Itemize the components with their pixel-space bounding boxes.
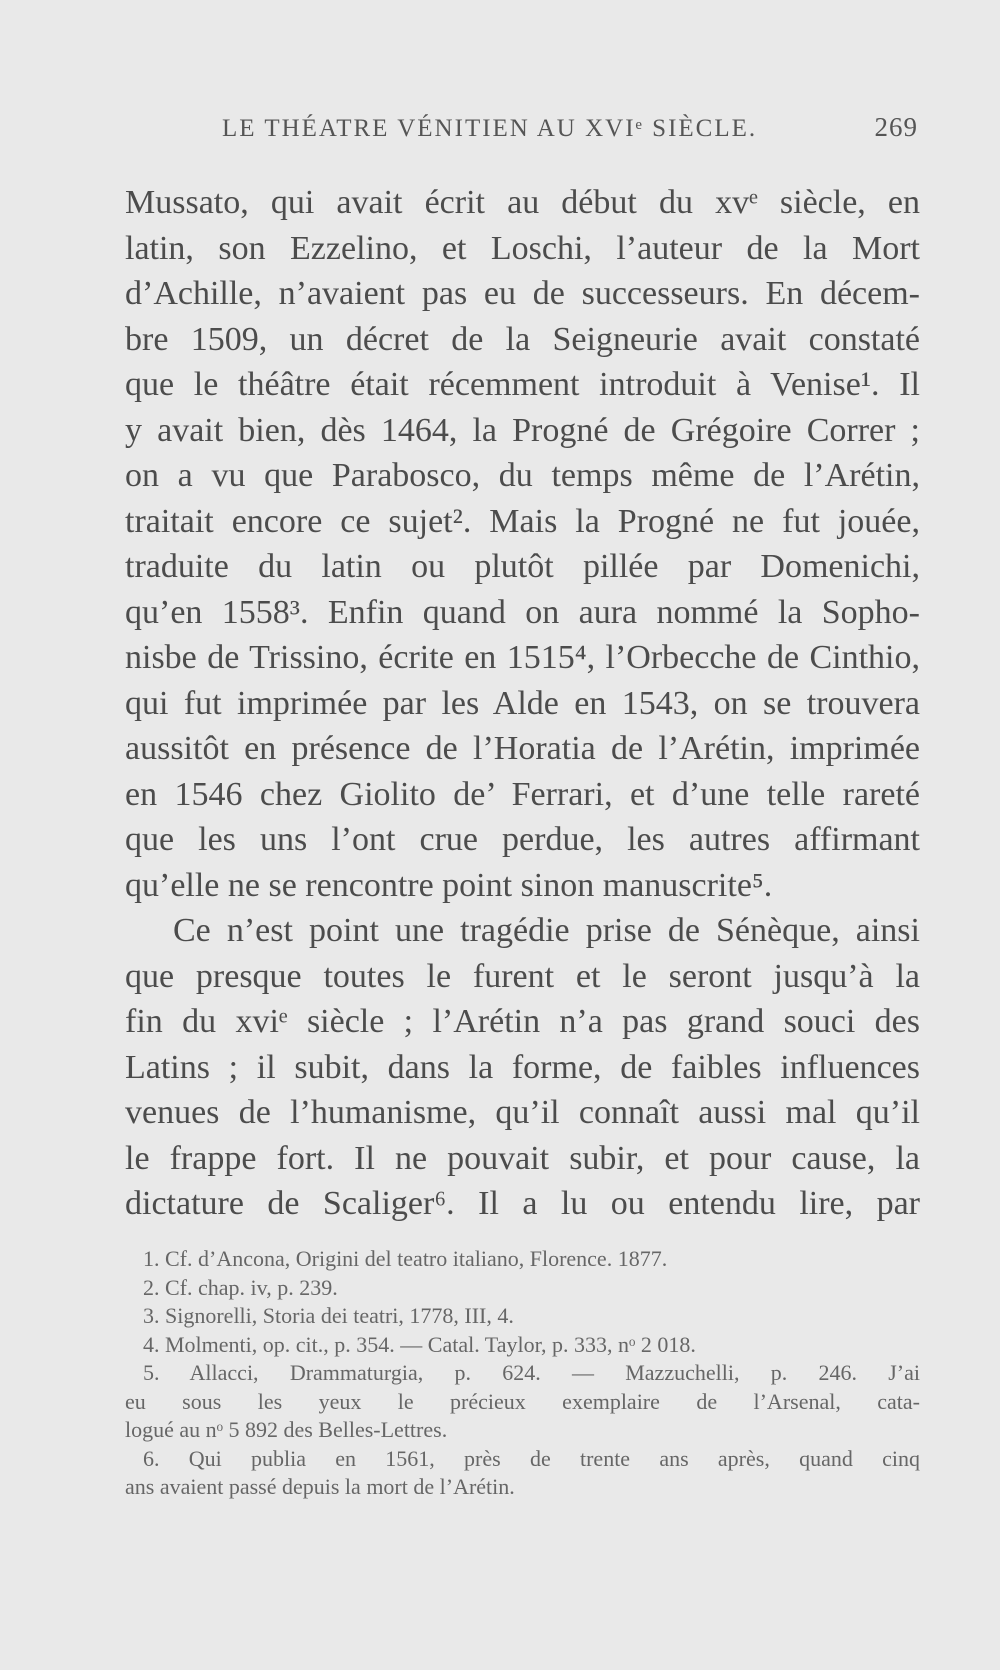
text-line: y avait bien, dès 1464, la Progné de Grégoire Correr ; — [125, 411, 920, 449]
text-line: dictature de Scaliger⁶. Il a lu ou entendu lire, par — [125, 1185, 920, 1222]
text-line: qu’en 1558³. Enfin quand on aura nommé la Sopho- — [125, 593, 920, 631]
text-line: latin, son Ezzelino, et Loschi, l’auteur de la Mort — [125, 229, 920, 267]
running-title: LE THÉATRE VÉNITIEN AU XVIᵉ SIÈCLE. — [222, 115, 758, 142]
text-line: traduite du latin ou plutôt pillée par Domenichi, — [125, 548, 920, 585]
page-number: 269 — [874, 112, 918, 142]
text-line: le frappe fort. Il ne pouvait subir, et pour cause, la — [125, 1139, 920, 1177]
text-line: Latins ; il subit, dans la forme, de faibles influences — [125, 1048, 920, 1086]
text-line: nisbe de Trissino, écrite en 1515⁴, l’Orbecche de Cinthio, — [125, 639, 920, 676]
footnotes — [125, 1245, 920, 1502]
footnote-line: 4. Molmenti, op. cit., p. 354. — Catal. Taylor, p. 333, nᵒ 2 018. — [143, 1331, 696, 1357]
text-line: Mussato, qui avait écrit au début du xvᵉ siècle, en — [125, 184, 920, 221]
footnote-line: 3. Signorelli, Storia dei teatri, 1778, III, 4. — [143, 1303, 514, 1328]
text-line: on a vu que Parabosco, du temps même de l’Arétin, — [125, 457, 920, 494]
footnote-line: logué au nᵒ 5 892 des Belles-Lettres. — [125, 1417, 448, 1442]
text-line: fin du xviᵉ siècle ; l’Arétin n’a pas grand souci des — [125, 1003, 920, 1040]
text-line: bre 1509, un décret de la Seigneurie avait constaté — [125, 320, 920, 358]
footnote-line: 2. Cf. chap. iv, p. 239. — [143, 1274, 338, 1300]
footnote-line: 6. Qui publia en 1561, près de trente ans après, quand cinq — [143, 1445, 920, 1471]
text-line: venues de l’humanisme, qu’il connaît aussi mal qu’il — [125, 1094, 920, 1131]
text-line: qui fut imprimée par les Alde en 1543, on se trouvera — [125, 684, 920, 722]
text-line: d’Achille, n’avaient pas eu de successeurs. En décem- — [125, 275, 920, 312]
text-line: que presque toutes le furent et le seront jusqu’à la — [125, 957, 920, 995]
footnote-line: eu sous les yeux le précieux exemplaire de l’Arsenal, cata- — [125, 1388, 920, 1414]
text-line: Ce n’est point une tragédie prise de Sénèque, ainsi — [173, 912, 920, 949]
footnote-line: 5. Allacci, Drammaturgia, p. 624. — Mazzuchelli, p. 246. J’ai — [143, 1360, 920, 1385]
text-line: que le théâtre était récemment introduit à Venise¹. Il — [125, 366, 920, 403]
text-line: que les uns l’ont crue perdue, les autres affirmant — [125, 821, 920, 858]
footnote-line: ans avaient passé depuis la mort de l’Arétin. — [125, 1474, 515, 1499]
footnote-line: 1. Cf. d’Ancona, Origini del teatro italiano, Florence. 1877. — [143, 1246, 668, 1271]
text-line: qu’elle ne se rencontre point sinon manuscrite⁵. — [125, 866, 773, 904]
running-header — [222, 112, 918, 143]
text-line: en 1546 chez Giolito de’ Ferrari, et d’une telle rareté — [125, 775, 920, 813]
text-line: aussitôt en présence de l’Horatia de l’Arétin, imprimée — [125, 730, 920, 767]
main-text — [125, 180, 920, 1227]
text-line: traitait encore ce sujet². Mais la Progné ne fut jouée, — [125, 502, 920, 540]
